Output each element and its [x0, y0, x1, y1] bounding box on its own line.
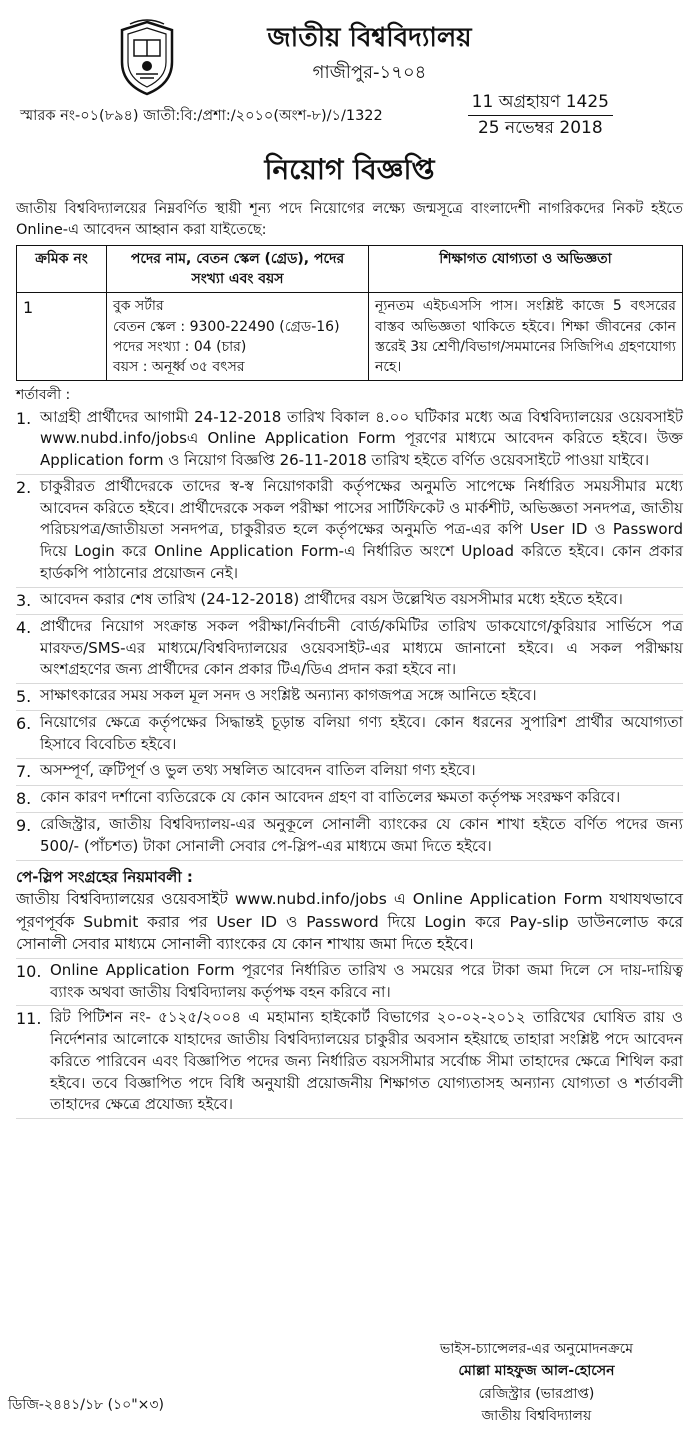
list-item: [16, 588, 683, 615]
signature-block: [440, 1338, 633, 1428]
signatory-name: মোল্লা মাহফুজ আল-হোসেন: [458, 1363, 615, 1380]
list-item: [16, 1006, 683, 1119]
item-text: রেজিস্ট্রার, জাতীয় বিশ্ববিদ্যালয়-এর অনুকূলে সোনালী ব্যাংকের যে কোন শাখা হইতে বর্ণিত পদের জন্য 500/- (পাঁচশত) টাকা সোনালী সেবার পে-স্লিপ-এর মাধ্যমে জমা দিতে হইবে।: [40, 815, 683, 855]
list-item: [16, 684, 683, 711]
item-number: 4.: [16, 617, 32, 637]
item-text: অসম্পূর্ণ, ত্রুটিপূর্ণ ও ভুল তথ্য সম্বলিত আবেদন বাতিল বলিয়া গণ্য হইবে।: [40, 760, 476, 779]
list-item: [16, 786, 683, 813]
list-item: [16, 475, 683, 588]
header-qualification: শিক্ষাগত যোগ্যতা ও অভিজ্ঞতা: [369, 245, 683, 293]
table-header-row: [17, 245, 683, 293]
item-text: আগ্রহী প্রার্থীদের আগামী 24-12-2018 তারিখ বিকাল ৪.০০ ঘটিকার মধ্যে অত্র বিশ্ববিদ্যালয়ের ওয়েবসাইট www.nubd.info/jobsএ Online Application Form পূরণের মাধ্যমে আবেদন করিতে হইবে। উক্ত Application form ও নিয়োগ বিজ্ঞপ্তি 26-11-2018 তারিখ হইতে বর্ণিত ওয়েবসাইটে পাওয়া যাইবে।: [40, 407, 683, 470]
dg-reference: ডিজি-২৪৪১/১৮ (১০"×৩): [8, 1397, 164, 1413]
item-number: 6.: [16, 714, 32, 734]
item-text: নিয়োগের ক্ষেত্রে কর্তৃপক্ষের সিদ্ধান্তই চূড়ান্ত বলিয়া গণ্য হইবে। কোন ধরনের সুপারিশ প্রার্থীর অযোগ্যতা হিসাবে বিবেচিত হইবে।: [40, 713, 683, 754]
header-serial: ক্রমিক নং: [17, 245, 107, 293]
item-number: 7.: [16, 761, 32, 781]
item-number: 10.: [16, 961, 42, 981]
item-text: রিট পিটিশন নং- ৫১২৫/২০০৪ এ মহামান্য হাইকোর্ট বিভাগের ২০-০২-২০১২ তারিখের ঘোষিত রায় ও নির্দেশনার আলোকে যাহাদের জাতীয় বিশ্ববিদ্যালয়ের চাকুরীর অবসান হইয়াছে তাহারা সংশ্লিষ্ট পদে আবেদন করিতে পারিবেন এবং বিজ্ঞাপিত পদের জন্য নির্ধারিত বয়সসীমার সর্বোচ্চ সীমা তাহাদের ক্ষেত্রে শিথিল করা হইবে। তবে বিজ্ঞাপিত পদে বিধি অনুযায়ী প্রয়োজনীয় শিক্ষাগত যোগ্যতাসহ অন্যান্য যোগ্যতা ও শর্তাবলী তাহাদের ক্ষেত্রে প্রযোজ্য হইবে।: [50, 1008, 683, 1114]
date-block: [468, 90, 613, 140]
notice-title: নিয়োগ বিজ্ঞপ্তি: [264, 153, 435, 186]
item-text: চাকুরীরত প্রার্থীদেরকে তাদের স্ব-স্ব নিয়োগকারী কর্তৃপক্ষের অনুমতি সাপেক্ষে নির্ধারিত সময়সীমার মধ্যে আবেদন করিতে হইবে। প্রার্থীদেরকে সকল পরীক্ষা পাসের সার্টিফিকেট ও মার্কশীট, অভিজ্ঞতা সনদপত্র, জাতীয় পরিচয়পত্র/জাতীয়তা সনদপত্র, চাকুরীরত হলে কর্তৃপক্ষের অনুমতি পত্র-এর কপি User ID ও Password দিয়ে Login করে Online Application Form-এ নির্ধারিত অংশে Upload করিতে হইবে। কোন প্রকার হার্ডকপি পাঠানোর প্রয়োজন নেই।: [40, 476, 683, 582]
item-text: আবেদন করার শেষ তারিখ (24-12-2018) প্রার্থীদের বয়স উল্লেখিত বয়সসীমার মধ্যে হইতে হইবে।: [40, 589, 623, 608]
item-number: 8.: [16, 789, 32, 809]
memo-number: স্মারক নং-০১(৮৯৪) জাতী:বি:/প্রশা:/২০১০(অংশ-৮)/১/1322: [20, 108, 383, 124]
payslip-text: জাতীয় বিশ্ববিদ্যালয়ের ওয়েবসাইট www.nubd.info/jobs এ Online Application Form যথাযথভাবে পূরণপূর্বক Submit করার পর User ID ও Password দিয়ে Login করে Pay-slip ডাউনলোড করে সোনালী সেবার মাধ্যমে সোনালী ব্যাংকের যে কোন শাখায় জমা দিতে হইবে।: [16, 888, 683, 958]
posts-table: [16, 245, 683, 382]
intro-paragraph: জাতীয় বিশ্ববিদ্যালয়ের নিম্নবর্ণিত স্থায়ী শূন্য পদে নিয়োগের লক্ষ্যে জন্মসূত্রে বাংলাদেশী নাগরিকদের নিকট হইতে Online-এ আবেদন আহ্বান করা যাইতেছে:: [16, 200, 683, 238]
list-item: [16, 615, 683, 684]
university-city: গাজীপুর-১৭০৪: [312, 62, 427, 83]
cell-post: [107, 293, 369, 381]
letterhead: [16, 0, 683, 138]
signatory-organization: জাতীয় বিশ্ববিদ্যালয়: [481, 1408, 592, 1425]
item-text: সাক্ষাৎকারের সময় সকল মূল সনদ ও সংশ্লিষ্ট অন্যান্য কাগজপত্র সঙ্গে আনিতে হইবে।: [40, 686, 537, 705]
conditions-list: [16, 406, 683, 861]
post-pay-scale: বেতন স্কেল : 9300-22490 (গ্রেড-16) পদের সংখ্যা : 04 (চার): [113, 318, 340, 355]
signatory-designation: রেজিস্ট্রার (ভারপ্রাপ্ত): [478, 1385, 595, 1402]
item-number: 5.: [16, 687, 32, 707]
approval-line: ভাইস-চ্যান্সেলর-এর অনুমোদনক্রমে: [439, 1341, 633, 1357]
table-row: [17, 293, 683, 381]
cell-serial: 1: [17, 293, 107, 381]
item-number: 1.: [16, 408, 32, 428]
header-post: পদের নাম, বেতন স্কেল (গ্রেড), পদের সংখ্যা এবং বয়স: [107, 245, 369, 293]
item-number: 3.: [16, 590, 32, 610]
list-item: [16, 959, 683, 1007]
date-english: 25 নভেম্বর 2018: [477, 117, 603, 138]
payslip-heading: পে-স্লিপ সংগ্রহের নিয়মাবলী :: [16, 867, 193, 886]
item-number: 9.: [16, 816, 32, 836]
conditions-heading: শর্তাবলী :: [16, 387, 71, 404]
list-item: [16, 406, 683, 475]
list-item: [16, 813, 683, 861]
cell-qualification: ন্যূনতম এইচএসসি পাস। সংশ্লিষ্ট কাজে 5 বৎসরের বাস্তব অভিজ্ঞতা থাকিতে হইবে। শিক্ষা জীবনের কোন স্তরেই 3য় শ্রেণী/বিভাগ/সমমানের সিজিপিএ গ্রহণযোগ্য নহে।: [369, 293, 683, 381]
item-text: কোন কারণ দর্শানো ব্যতিরেকে যে কোন আবেদন গ্রহণ বা বাতিলের ক্ষমতা কর্তৃপক্ষ সংরক্ষণ করিবে।: [40, 788, 621, 807]
list-item: [16, 711, 683, 759]
item-number: 2.: [16, 477, 32, 497]
item-number: 11.: [16, 1009, 42, 1029]
item-text: প্রার্থীদের নিয়োগ সংক্রান্ত সকল পরীক্ষা/নির্বাচনী বোর্ড/কমিটির তারিখ ডাকযোগে/কুরিয়ার সার্ভিসে পত্র মারফত/SMS-এর মাধ্যমে/বিশ্ববিদ্যালয়ের ওয়েবসাইট-এর মাধ্যমে জানানো হইবে। এ সকল পরীক্ষায় অংশগ্রহণের জন্য প্রার্থীদের কোন প্রকার টিএ/ডিএ প্রদান করা হইবে না।: [40, 616, 683, 679]
date-bangla: 11 অগ্রহায়ণ 1425: [468, 90, 613, 116]
post-age: বয়স : অনূর্ধ্ব ৩৫ বৎসর: [113, 359, 245, 376]
university-name: জাতীয় বিশ্ববিদ্যালয়: [267, 23, 472, 53]
list-item: [16, 759, 683, 786]
conditions-list-continued: [16, 959, 683, 1119]
post-name: বুক সর্টার: [113, 298, 164, 315]
item-text: Online Application Form পূরণের নির্ধারিত তারিখ ও সময়ের পরে টাকা জমা দিলে সে দায়-দায়িত্ব ব্যাংক অথবা জাতীয় বিশ্ববিদ্যালয় কর্তৃপক্ষ বহন করিবে না।: [50, 960, 683, 1001]
